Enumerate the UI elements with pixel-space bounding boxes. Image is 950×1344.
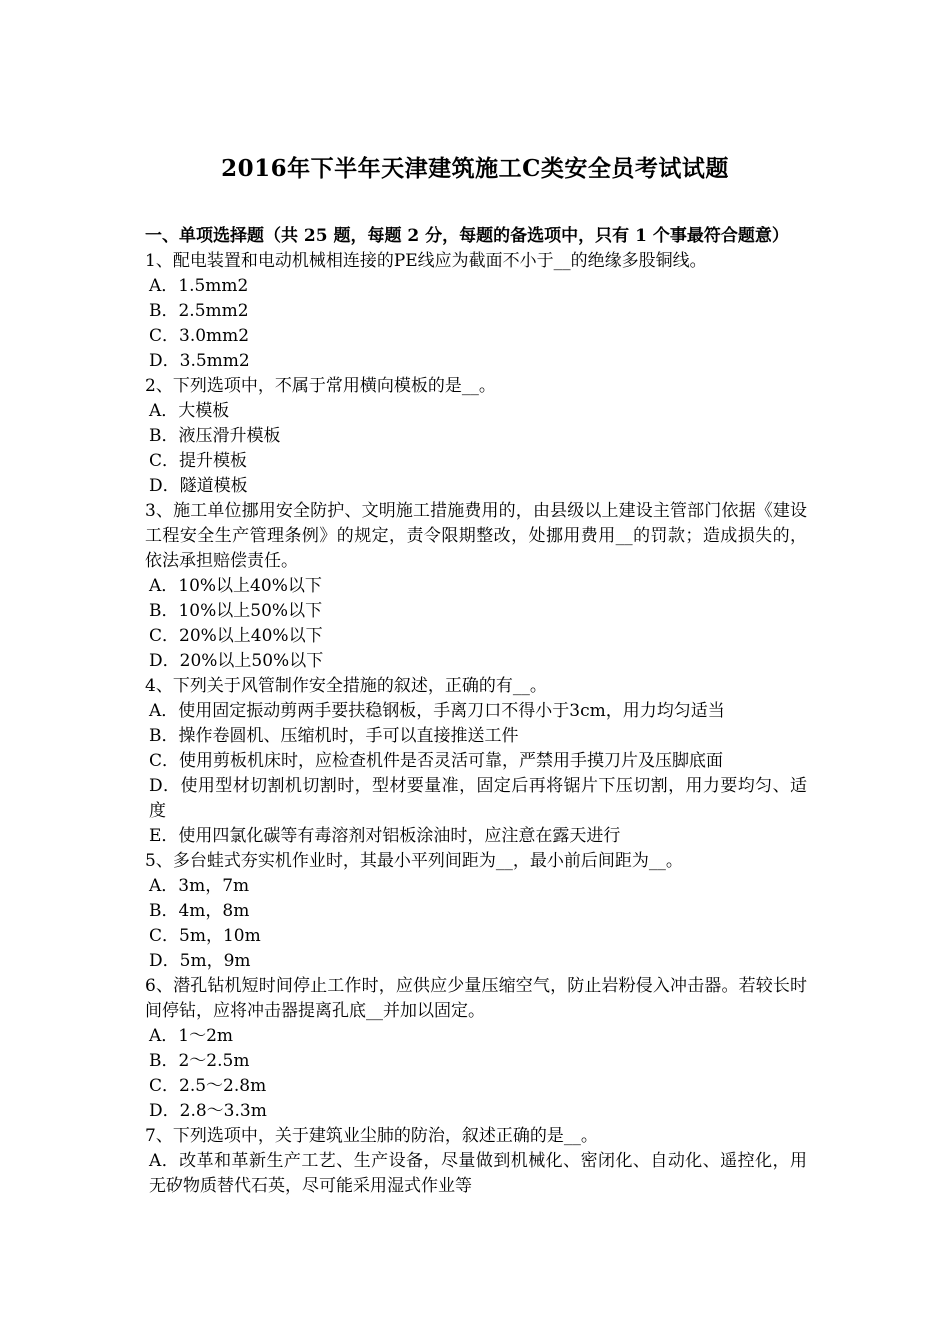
- question-1: [145, 249, 807, 374]
- question-7: [145, 1124, 807, 1199]
- option-b: B．液压滑升模板: [149, 426, 281, 446]
- option-c: C．5m，10m: [149, 926, 261, 946]
- option-d: D．3.5mm2: [149, 351, 250, 371]
- option-b: B．2.5mm2: [149, 301, 249, 321]
- option-b: B．10%以上50%以下: [149, 601, 323, 621]
- option-d: D．使用型材切割机切割时，型材要量准，固定后再将锯片下压切割，用力要均匀、适度: [149, 776, 807, 821]
- question-text: 1、配电装置和电动机械相连接的PE线应为截面不小于__的绝缘多股铜线。: [145, 251, 707, 271]
- option-e: E．使用四氯化碳等有毒溶剂对铝板涂油时，应注意在露天进行: [149, 826, 621, 846]
- option-d: D．2.8～3.3m: [149, 1101, 267, 1121]
- question-text: 6、潜孔钻机短时间停止工作时，应供应少量压缩空气，防止岩粉侵入冲击器。若较长时间停钻，应将冲击器提离孔底__并加以固定。: [145, 976, 807, 1021]
- option-a: A．改革和革新生产工艺、生产设备，尽量做到机械化、密闭化、自动化、遥控化，用无矽物质替代石英，尽可能采用湿式作业等: [149, 1151, 807, 1196]
- section-heading: 一、单项选择题（共 25 题，每题 2 分，每题的备选项中，只有 1 个事最符合题意）: [145, 226, 789, 246]
- option-b: B．4m，8m: [149, 901, 250, 921]
- document-title: 2016年下半年天津建筑施工C类安全员考试试题: [221, 155, 729, 182]
- option-c: C．20%以上40%以下: [149, 626, 323, 646]
- option-d: D．隧道模板: [149, 476, 248, 496]
- question-text: 3、施工单位挪用安全防护、文明施工措施费用的，由县级以上建设主管部门依据《建设工程安全生产管理条例》的规定，责令限期整改，处挪用费用__的罚款；造成损失的，依法承担赔偿责任。: [145, 501, 807, 571]
- question-3: [145, 499, 807, 674]
- option-c: C．2.5～2.8m: [149, 1076, 267, 1096]
- option-a: A．10%以上40%以下: [149, 576, 322, 596]
- option-c: C．使用剪板机床时，应检查机件是否灵活可靠，严禁用手摸刀片及压脚底面: [149, 751, 724, 771]
- option-a: A．大模板: [149, 401, 230, 421]
- option-a: A．1.5mm2: [149, 276, 249, 296]
- option-c: C．提升模板: [149, 451, 248, 471]
- question-text: 2、下列选项中，不属于常用横向模板的是__。: [145, 376, 496, 396]
- question-text: 4、下列关于风管制作安全措施的叙述，正确的有__。: [145, 676, 547, 696]
- question-2: [145, 374, 807, 499]
- option-b: B．操作卷圆机、压缩机时，手可以直接推送工件: [149, 726, 519, 746]
- question-4: [145, 674, 807, 849]
- option-b: B．2～2.5m: [149, 1051, 250, 1071]
- question-text: 7、下列选项中，关于建筑业尘肺的防治，叙述正确的是__。: [145, 1126, 598, 1146]
- option-d: D．5m，9m: [149, 951, 251, 971]
- option-a: A．1～2m: [149, 1026, 234, 1046]
- option-a: A．3m，7m: [149, 876, 250, 896]
- option-d: D．20%以上50%以下: [149, 651, 324, 671]
- question-5: [145, 849, 807, 974]
- question-6: [145, 974, 807, 1124]
- option-c: C．3.0mm2: [149, 326, 250, 346]
- option-a: A．使用固定振动剪两手要扶稳钢板，手离刀口不得小于3cm，用力均匀适当: [149, 701, 725, 721]
- document-body: [145, 224, 807, 1199]
- question-text: 5、多台蛙式夯实机作业时，其最小平列间距为__，最小前后间距为__。: [145, 851, 683, 871]
